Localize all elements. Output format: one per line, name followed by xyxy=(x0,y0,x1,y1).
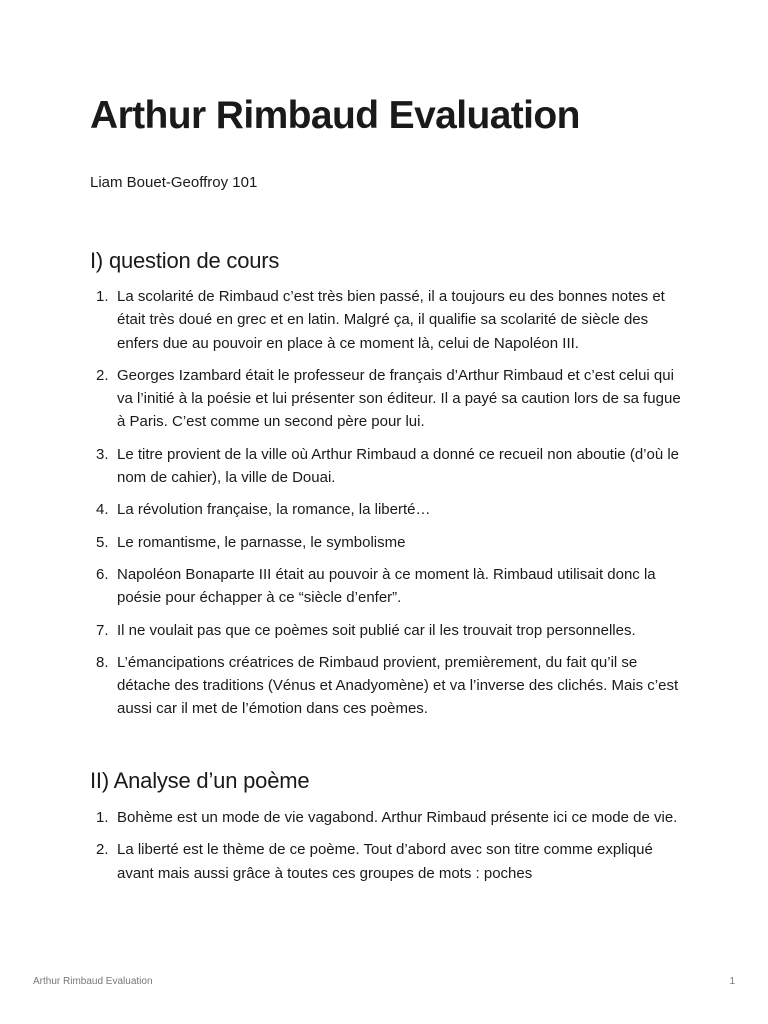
footer-title: Arthur Rimbaud Evaluation xyxy=(33,976,153,987)
item-number: 1. xyxy=(96,288,109,305)
item-number: 8. xyxy=(96,653,109,671)
section-heading-questions: I) question de cours xyxy=(90,248,280,273)
list-item xyxy=(90,285,690,355)
item-number: 2. xyxy=(96,841,109,859)
list-item xyxy=(90,619,690,642)
list-item xyxy=(90,838,690,885)
item-text: Le romantisme, le parnasse, le symbolisme xyxy=(117,533,406,551)
item-text: Le titre provient de la ville où Arthur Rimbaud a donné ce recueil non aboutie (d’où le nom de cahier), la ville de Douai. xyxy=(117,445,680,487)
item-text: Napoléon Bonaparte III était au pouvoir à ce moment là. Rimbaud utilisait donc la poésie pour échapper à ce “siècle d’enfer”. xyxy=(117,565,656,607)
item-number: 5. xyxy=(96,533,109,551)
item-text: La scolarité de Rimbaud c’est très bien passé, il a toujours eu des bonnes notes et était très doué en grec et en latin. Malgré ça, il qualifie sa scolarité de siècle des enfers due au pouvoir en place à ce moment là, celui de Napoléon III. xyxy=(117,288,665,352)
item-text: Bohème est un mode de vie vagabond. Arthur Rimbaud présente ici ce mode de vie. xyxy=(117,809,678,826)
list-item xyxy=(90,651,690,721)
item-text: Georges Izambard était le professeur de français d’Arthur Rimbaud et c’est celui qui va l’initié à la poésie et lui présenter son éditeur. Il a payé sa caution lors de sa fugue à Paris. C’est comme un second père pour lui. xyxy=(117,366,681,431)
list-item xyxy=(90,498,690,521)
list-item xyxy=(90,364,690,434)
item-number: 4. xyxy=(96,501,109,519)
analysis-list xyxy=(90,806,690,894)
author-line: Liam Bouet-Geoffroy 101 xyxy=(90,174,258,191)
questions-list xyxy=(90,285,690,730)
item-number: 3. xyxy=(96,445,109,463)
list-item xyxy=(90,563,690,610)
section-heading-analysis: II) Analyse d’un poème xyxy=(90,768,310,793)
list-item xyxy=(90,443,690,490)
footer-page-number: 1 xyxy=(729,976,735,987)
document-title: Arthur Rimbaud Evaluation xyxy=(90,94,580,137)
item-text: La révolution française, la romance, la liberté… xyxy=(117,501,431,519)
item-number: 2. xyxy=(96,366,109,384)
item-number: 6. xyxy=(96,565,109,583)
item-text: Il ne voulait pas que ce poèmes soit publié car il les trouvait trop personnelles. xyxy=(117,621,636,639)
item-number: 1. xyxy=(96,809,109,826)
item-number: 7. xyxy=(96,621,109,639)
item-text: L’émancipations créatrices de Rimbaud provient, premièrement, du fait qu’il se détache des traditions (Vénus et Anadyomène) et va l’inverse des clichés. Mais c’est aussi car il met de l’émotion dans ces poèmes. xyxy=(117,653,679,718)
list-item xyxy=(90,531,690,554)
item-text: La liberté est le thème de ce poème. Tout d’abord avec son titre comme expliqué avant mais aussi grâce à toutes ces groupes de mots : poches xyxy=(117,841,653,882)
list-item xyxy=(90,806,690,829)
